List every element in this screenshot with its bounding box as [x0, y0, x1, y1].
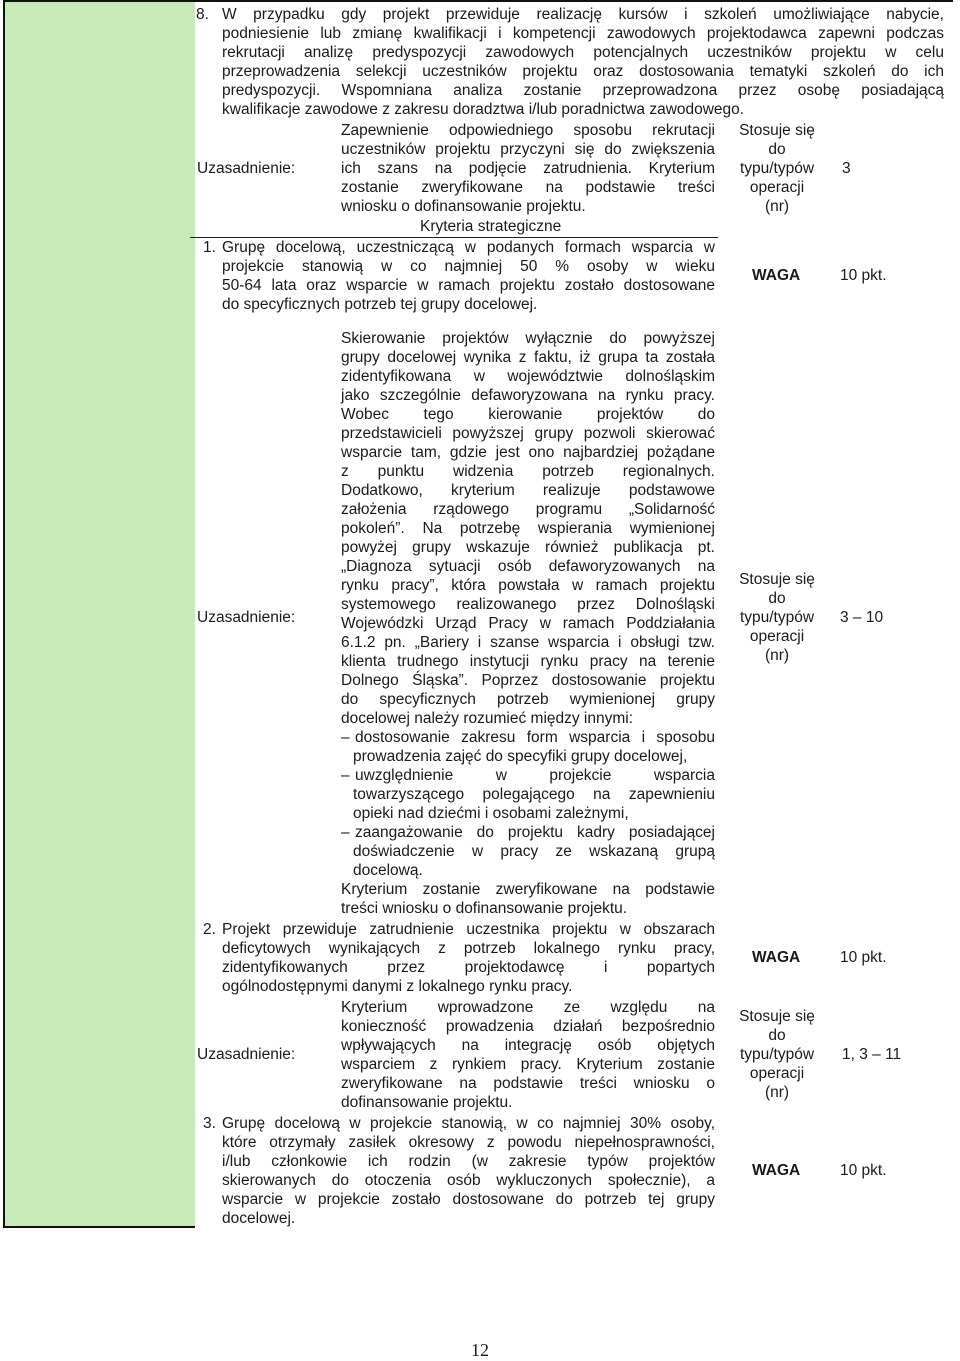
justification-label: Uzasadnienie:: [197, 1046, 296, 1063]
text-line: Zapewnienie odpowiedniego sposobu rekrutacji: [341, 122, 715, 139]
text-line: dofinansowanie projektu.: [341, 1094, 513, 1111]
bullet-item: [341, 728, 715, 766]
criterion-1-points: 10 pkt.: [840, 267, 887, 284]
applies-to-line: Stosuje się: [739, 571, 815, 588]
section-8-number: 8.: [196, 6, 209, 23]
text-line: grupy docelowej wynika z faktu, iż grupa ta została: [341, 349, 715, 366]
criterion-1-number: 1.: [203, 239, 216, 256]
text-line: W przypadku gdy projekt przewiduje realizację kursów i szkoleń umożliwiające nabycie,: [222, 6, 944, 23]
text-line: Dolnego Śląska”. Poprzez dostosowanie projektu: [341, 672, 715, 689]
text-line: zidentyfikowana w województwie dolnośląskim: [341, 368, 715, 385]
dash-bullet-icon: –: [341, 824, 350, 841]
text-line: wpływających na integrację osób objętych: [341, 1037, 715, 1054]
text-line: powyżej grupy wskazuje również publikacja pt.: [341, 539, 715, 556]
bullet-line: towarzyszącego polegającego na zapewnieniu: [353, 786, 715, 803]
text-line: Wojewódzki Urząd Pracy w ramach Poddziałania: [341, 615, 715, 632]
text-line: i/lub członkowie ich rodzin (w zakresie typów projektów: [222, 1153, 715, 1170]
bullet-item: [341, 823, 715, 880]
text-line: „Diagnoza sytuacji osób defaworyzowanych na: [341, 558, 715, 575]
text-line: deficytowych wynikających z potrzeb lokalnego rynku pracy,: [222, 940, 715, 957]
text-line: uczestników projektu przyczyni się do zwiększenia: [341, 141, 715, 158]
text-line: systemowego realizowanego przez Dolnośląski: [341, 596, 715, 613]
text-line: zostanie zweryfikowane na podstawie treści: [341, 179, 715, 196]
text-line: pokoleń”. Na potrzebę wspierania wymienionej: [341, 520, 715, 537]
text-line: klienta trudnego instytucji rynku pracy na terenie: [341, 653, 715, 670]
justification-label: Uzasadnienie:: [197, 160, 296, 177]
applies-to-line: operacji: [749, 179, 805, 196]
applies-to-line: do: [768, 141, 786, 158]
weight-label: WAGA: [752, 267, 801, 284]
text-line: Dodatkowo, kryterium realizuje podstawowe: [341, 482, 715, 499]
applies-to-line: do: [768, 590, 786, 607]
applies-to-operation-types: [728, 570, 826, 665]
text-line: predyspozycji. Wspomniana analiza zostanie przeprowadzona przez osobę posiadającą: [222, 82, 944, 99]
bullet-line: zaangażowanie do projektu kadry posiadającej: [355, 824, 715, 841]
criterion-3-text: [222, 1114, 715, 1228]
text-line: do specyficznych potrzeb tej grupy docelowej.: [222, 296, 538, 313]
text-line: Grupę docelową, uczestniczącą w podanych formach wsparcia w: [222, 239, 715, 256]
weight-label: WAGA: [752, 1162, 801, 1179]
bullet-line: doświadczenie w pracy ze wskazaną grupą: [353, 843, 715, 860]
applies-to-line: (nr): [764, 198, 790, 215]
criterion-2-number: 2.: [203, 921, 216, 938]
applies-to-line: typu/typów: [739, 160, 815, 177]
text-line: rynku pracy”, która powstała w ramach projektu: [341, 577, 715, 594]
bullet-item: [341, 766, 715, 823]
text-line: wsparcie w projekcie zostało dostosowane do potrzeb tej grupy: [222, 1191, 715, 1208]
criterion-3-number: 3.: [203, 1115, 216, 1132]
text-line: które otrzymały zasiłek okresowy z powodu niepełnosprawności,: [222, 1134, 715, 1151]
text-line: Projekt przewiduje zatrudnienie uczestnika projektu w obszarach: [222, 921, 715, 938]
justification-text: [341, 998, 715, 1112]
bullet-line: uwzględnienie w projekcie wsparcia: [355, 767, 715, 784]
text-line: konieczność prowadzenia działań bezpośrednio: [341, 1018, 715, 1035]
bullet-line: opieki nad dziećmi i osobami zależnymi,: [353, 805, 629, 822]
bullet-line: dostosowanie zakresu form wsparcia i sposobu: [355, 729, 715, 746]
applies-to-line: (nr): [764, 1084, 790, 1101]
applies-to-line: operacji: [749, 628, 805, 645]
applies-to-line: (nr): [764, 647, 790, 664]
justification-label: Uzasadnienie:: [197, 609, 296, 626]
criterion-1-text: [222, 238, 715, 314]
justification-text: [341, 121, 715, 216]
text-line: wsparciem z rynkiem pracy. Kryterium zostanie: [341, 1056, 715, 1073]
justification-text: [341, 329, 715, 918]
applies-to-operation-types: [728, 1007, 826, 1102]
text-line: Kryterium zostanie zweryfikowane na podstawie: [341, 881, 715, 898]
text-line: zidentyfikowanych przez projektodawcę i popartych: [222, 959, 715, 976]
text-line: założenia rządowego programu „Solidarność: [341, 501, 715, 518]
text-line: 50-64 lata oraz wsparcie w ramach projektu zostało dostosowane: [222, 277, 715, 294]
text-line: kwalifikacje zawodowe z zakresu doradztwa i/lub poradnictwa zawodowego.: [222, 101, 745, 118]
text-line: Kryterium wprowadzone ze względu na: [341, 999, 715, 1016]
text-line: przedstawicieli powyższej grupy pozwoli skierować: [341, 425, 715, 442]
operation-types-value: 1, 3 – 11: [842, 1046, 902, 1063]
strategic-criteria-heading: Kryteria strategiczne: [420, 218, 562, 235]
applies-to-line: Stosuje się: [739, 1008, 815, 1025]
text-line: ich szans na podjęcie zatrudnienia. Kryterium: [341, 160, 715, 177]
dash-bullet-icon: –: [341, 767, 350, 784]
text-line: wsparcie tam, gdzie jest ono najbardziej pożądane: [341, 444, 715, 461]
text-line: zweryfikowane na podstawie treści wniosku o: [341, 1075, 715, 1092]
text-line: z punktu widzenia potrzeb regionalnych.: [341, 463, 715, 480]
operation-types-value: 3: [842, 160, 851, 177]
criterion-3-points: 10 pkt.: [840, 1162, 887, 1179]
text-line: ogólnodostępnymi danymi z lokalnego rynku pracy.: [222, 978, 573, 995]
operation-types-value: 3 – 10: [840, 609, 884, 626]
text-line: przeprowadzenia selekcji uczestników projektu oraz dostosowania tematyki szkoleń do ich: [222, 63, 944, 80]
text-line: do specyficznych potrzeb wymienionej grupy: [341, 691, 715, 708]
text-line: Wobec tego kierowanie projektów do: [341, 406, 715, 423]
text-line: 6.1.2 pn. „Bariery i szanse wsparcia i obsługi tzw.: [341, 634, 715, 651]
section-8-text: [222, 5, 944, 119]
bullet-line: prowadzenia zajęć do specyfiki grupy docelowej,: [353, 748, 688, 765]
bullet-line: docelową.: [353, 862, 423, 879]
text-line: Skierowanie projektów wyłącznie do powyższej: [341, 330, 715, 347]
text-line: docelowej.: [222, 1210, 296, 1227]
applies-to-operation-types: [728, 121, 826, 216]
weight-label: WAGA: [752, 949, 801, 966]
text-line: podniesienie lub zmianę kwalifikacji i kompetencji zawodowych projektodawca zapewni podczas: [222, 25, 944, 42]
text-line: docelowej należy rozumieć między innymi:: [341, 710, 634, 727]
criterion-2-text: [222, 920, 715, 996]
applies-to-line: operacji: [749, 1065, 805, 1082]
text-line: projekcie stanowią w co najmniej 50 % osoby w wieku: [222, 258, 715, 275]
text-line: jako szczególnie defaworyzowana na rynku pracy.: [341, 387, 715, 404]
applies-to-line: Stosuje się: [739, 122, 815, 139]
text-line: Grupę docelową w projekcie stanowią, w co najmniej 30% osoby,: [222, 1115, 715, 1132]
text-line: wniosku o dofinansowanie projektu.: [341, 198, 586, 215]
text-line: rekrutacji analizę predyspozycji zawodowych potencjalnych uczestników projektu w celu: [222, 44, 944, 61]
applies-to-line: typu/typów: [739, 609, 815, 626]
applies-to-line: do: [768, 1027, 786, 1044]
dash-bullet-icon: –: [341, 729, 350, 746]
text-line: skierowanych do otoczenia osób wykluczonych społecznie), a: [222, 1172, 715, 1189]
applies-to-line: typu/typów: [739, 1046, 815, 1063]
text-line: treści wniosku o dofinansowanie projektu.: [341, 900, 628, 917]
criterion-2-points: 10 pkt.: [840, 949, 887, 966]
page-number: 12: [471, 1340, 489, 1360]
